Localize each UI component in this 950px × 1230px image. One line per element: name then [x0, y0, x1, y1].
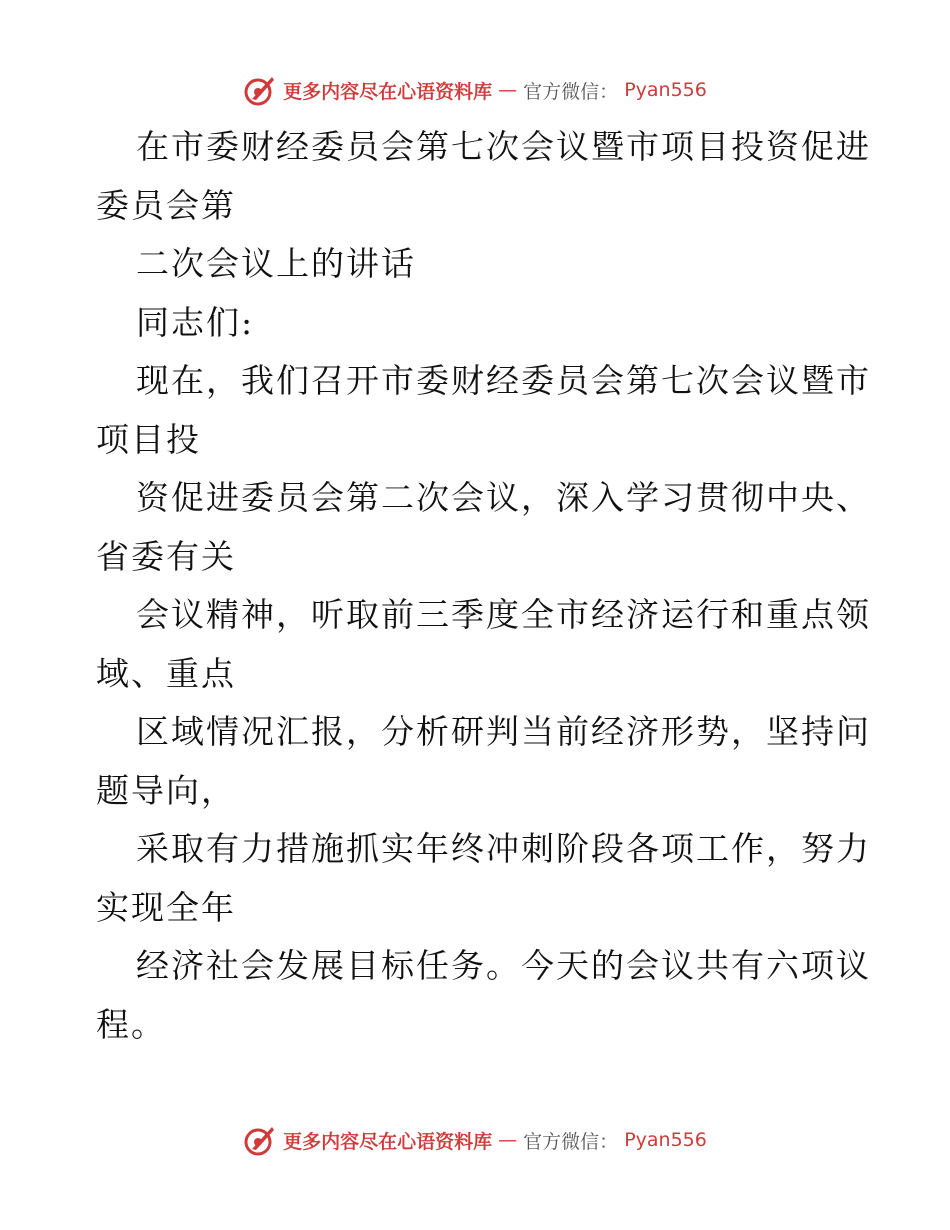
watermark-wechat-id: Pyan556: [624, 79, 707, 101]
paragraph-line: 省委有关: [96, 536, 236, 576]
paragraph-line: 区域情况汇报，分析研判当前经济形势，坚持问: [136, 712, 871, 751]
paragraph-line: 题导向，: [96, 770, 236, 810]
watermark-dash: —: [498, 79, 518, 101]
title-line-1: 在市委财经委员会第七次会议暨市项目投资促进: [136, 127, 871, 166]
quill-logo-icon: [243, 73, 277, 107]
watermark-dash: —: [498, 1129, 518, 1151]
paragraph-line: 现在，我们召开市委财经委员会第七次会议暨市: [136, 361, 871, 400]
watermark-text: 更多内容尽在心语资料库: [283, 80, 493, 103]
paragraph-line: 采取有力措施抓实年终冲刺阶段各项工作，努力: [136, 829, 871, 868]
title-line-2: 委员会第: [96, 185, 236, 225]
paragraph-line: 经济社会发展目标任务。今天的会议共有六项议: [136, 946, 871, 985]
paragraph-line: 项目投: [96, 419, 201, 459]
document-body: [96, 118, 871, 1054]
title-line-3: 二次会议上的讲话: [136, 244, 416, 283]
quill-logo-icon: [243, 1123, 277, 1157]
watermark-wechat-id: Pyan556: [624, 1129, 707, 1151]
salutation: 同志们:: [136, 302, 255, 342]
paragraph-line: 资促进委员会第二次会议，深入学习贯彻中央、: [136, 478, 871, 517]
header-watermark: [0, 70, 950, 110]
paragraph-line: 程。: [96, 1004, 166, 1044]
watermark-wechat-label: 官方微信：: [523, 80, 619, 103]
watermark-text: 更多内容尽在心语资料库: [283, 1130, 493, 1153]
paragraph-line: 实现全年: [96, 887, 236, 927]
footer-watermark: [0, 1120, 950, 1160]
watermark-wechat-label: 官方微信：: [523, 1130, 619, 1153]
paragraph-line: 域、重点: [96, 653, 236, 693]
paragraph-line: 会议精神，听取前三季度全市经济运行和重点领: [136, 595, 871, 634]
